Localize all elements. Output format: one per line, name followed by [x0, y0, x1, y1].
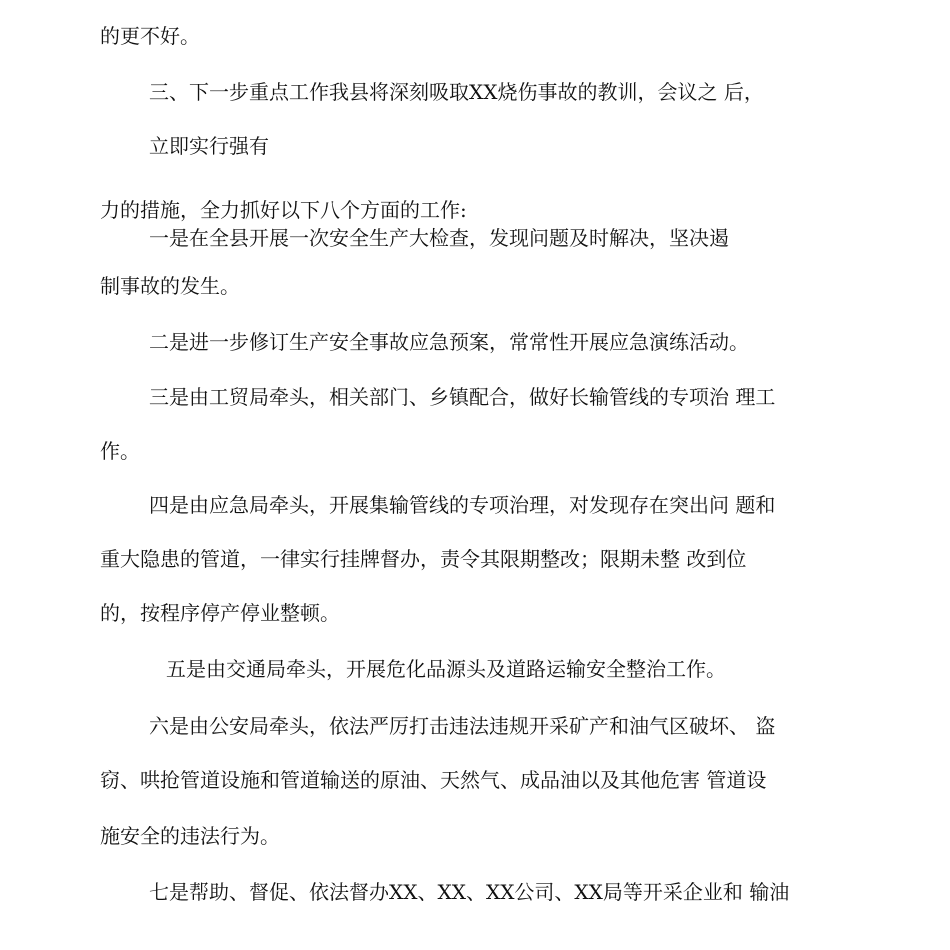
text-line-14: 六是由公安局牵头，依法严厉打击违法违规开采矿产和油气区破坏、 盗	[149, 714, 776, 738]
text-line-17: 七是帮助、督促、依法督办XX、XX、XX公司、XX局等开采企业和 输油	[149, 880, 790, 904]
text-line-5: 一是在全县开展一次安全生产大检查，发现问题及时解决，坚决遏	[149, 226, 729, 250]
text-line-9: 作。	[100, 439, 140, 463]
text-line-10: 四是由应急局牵头，开展集输管线的专项治理，对发现存在突出问 题和	[149, 493, 776, 517]
text-line-12: 的，按程序停产停业整顿。	[100, 601, 340, 625]
text-line-16: 施安全的违法行为。	[100, 824, 280, 848]
text-line-4: 力的措施，全力抓好以下八个方面的工作:	[100, 198, 467, 222]
text-line-2: 三、下一步重点工作我县将深刻吸取XX烧伤事故的教训，会议之 后，	[149, 80, 764, 104]
text-line-7: 二是进一步修订生产安全事故应急预案，常常性开展应急演练活动。	[149, 330, 749, 354]
text-line-13: 五是由交通局牵头，开展危化品源头及道路运输安全整治工作。	[166, 657, 726, 681]
text-line-3: 立即实行强有	[149, 134, 269, 158]
text-line-1: 的更不好。	[100, 24, 200, 48]
text-line-8: 三是由工贸局牵头，相关部门、乡镇配合，做好长输管线的专项治 理工	[149, 385, 776, 409]
text-line-11: 重大隐患的管道，一律实行挂牌督办，责令其限期整改；限期未整 改到位	[100, 547, 747, 571]
text-line-15: 窃、哄抢管道设施和管道输送的原油、天然气、成品油以及其他危害 管道设	[100, 768, 767, 792]
text-line-6: 制事故的发生。	[100, 274, 240, 298]
